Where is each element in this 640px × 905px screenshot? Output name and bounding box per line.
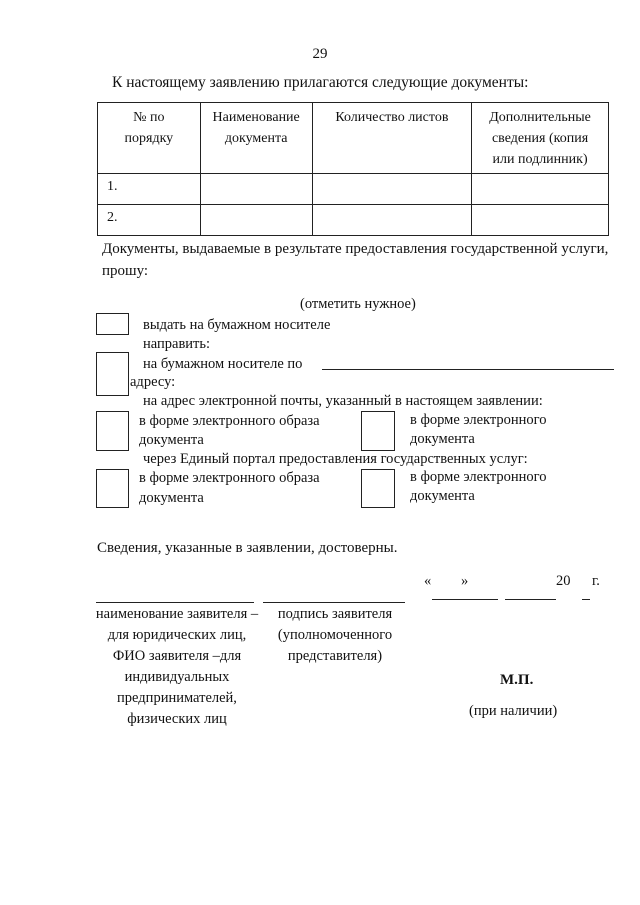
mark-needed-note: (отметить нужное): [300, 296, 416, 312]
email-document-label-cont: документа: [410, 431, 475, 447]
portal-image-label: в форме электронного образа: [139, 470, 320, 486]
address-input-line[interactable]: [322, 369, 614, 370]
paper-option-label: выдать на бумажном носителе: [143, 317, 331, 333]
portal-heading: через Единый портал предоставления государственных услуг:: [143, 451, 528, 467]
applicant-name-caption: наименование заявителя – для юридических лиц, ФИО заявителя –для индивидуальных предпринимателей, физических лиц: [95, 606, 259, 728]
paper-address-checkbox[interactable]: [96, 352, 129, 396]
email-document-label: в форме электронного: [410, 412, 547, 428]
cell-sheet-count[interactable]: [312, 205, 472, 236]
page-number: 29: [312, 46, 328, 62]
portal-image-checkbox[interactable]: [96, 469, 129, 508]
date-day-line[interactable]: [432, 599, 498, 600]
date-open-quote: «: [424, 573, 432, 589]
cell-number: 1.: [98, 174, 201, 205]
cell-number: 2.: [98, 205, 201, 236]
signature-caption: подпись заявителя (уполномоченного представителя): [277, 606, 393, 665]
confirmation-text: Сведения, указанные в заявлении, достоверны.: [97, 540, 398, 556]
email-image-label-cont: документа: [139, 432, 204, 448]
issue-method-text: Документы, выдаваемые в результате предоставления государственной услуги, прошу:: [102, 241, 609, 279]
cell-additional-info[interactable]: [472, 205, 609, 236]
email-heading: на адрес электронной почты, указанный в настоящем заявлении:: [143, 393, 543, 409]
date-month-line[interactable]: [505, 599, 556, 600]
header-sheet-count: Количество листов: [312, 103, 472, 174]
email-image-label: в форме электронного образа: [139, 413, 320, 429]
portal-document-label: в форме электронного: [410, 469, 547, 485]
table-header-row: [98, 103, 609, 174]
cell-document-name[interactable]: [200, 205, 312, 236]
send-label: направить:: [143, 336, 211, 352]
portal-image-label-cont: документа: [139, 490, 204, 506]
seal-mark: М.П.: [500, 672, 534, 688]
attachments-intro: К настоящему заявлению прилагаются следующие документы:: [112, 74, 529, 91]
applicant-name-line[interactable]: [96, 602, 254, 603]
paper-checkbox[interactable]: [96, 313, 129, 335]
seal-note: (при наличии): [469, 703, 558, 719]
date-year-line[interactable]: [582, 599, 590, 600]
portal-document-label-cont: документа: [410, 488, 475, 504]
header-document-name: Наименование документа: [200, 103, 312, 174]
cell-sheet-count[interactable]: [312, 174, 472, 205]
header-additional-info: Дополнительные сведения (копия или подлинник): [472, 103, 609, 174]
signature-line[interactable]: [263, 602, 405, 603]
table-row: [98, 174, 609, 205]
cell-document-name[interactable]: [200, 174, 312, 205]
paper-address-label-cont: адресу:: [130, 374, 176, 390]
portal-document-checkbox[interactable]: [361, 469, 395, 508]
date-year-prefix: 20: [556, 573, 571, 589]
paper-address-label: на бумажном носителе по: [143, 356, 303, 372]
date-close-quote: »: [461, 573, 469, 589]
table-row: [98, 205, 609, 236]
documents-table: [97, 102, 609, 236]
email-image-checkbox[interactable]: [96, 411, 129, 451]
email-document-checkbox[interactable]: [361, 411, 395, 451]
cell-additional-info[interactable]: [472, 174, 609, 205]
date-year-suffix: г.: [592, 573, 600, 589]
header-number: № по порядку: [98, 103, 201, 174]
